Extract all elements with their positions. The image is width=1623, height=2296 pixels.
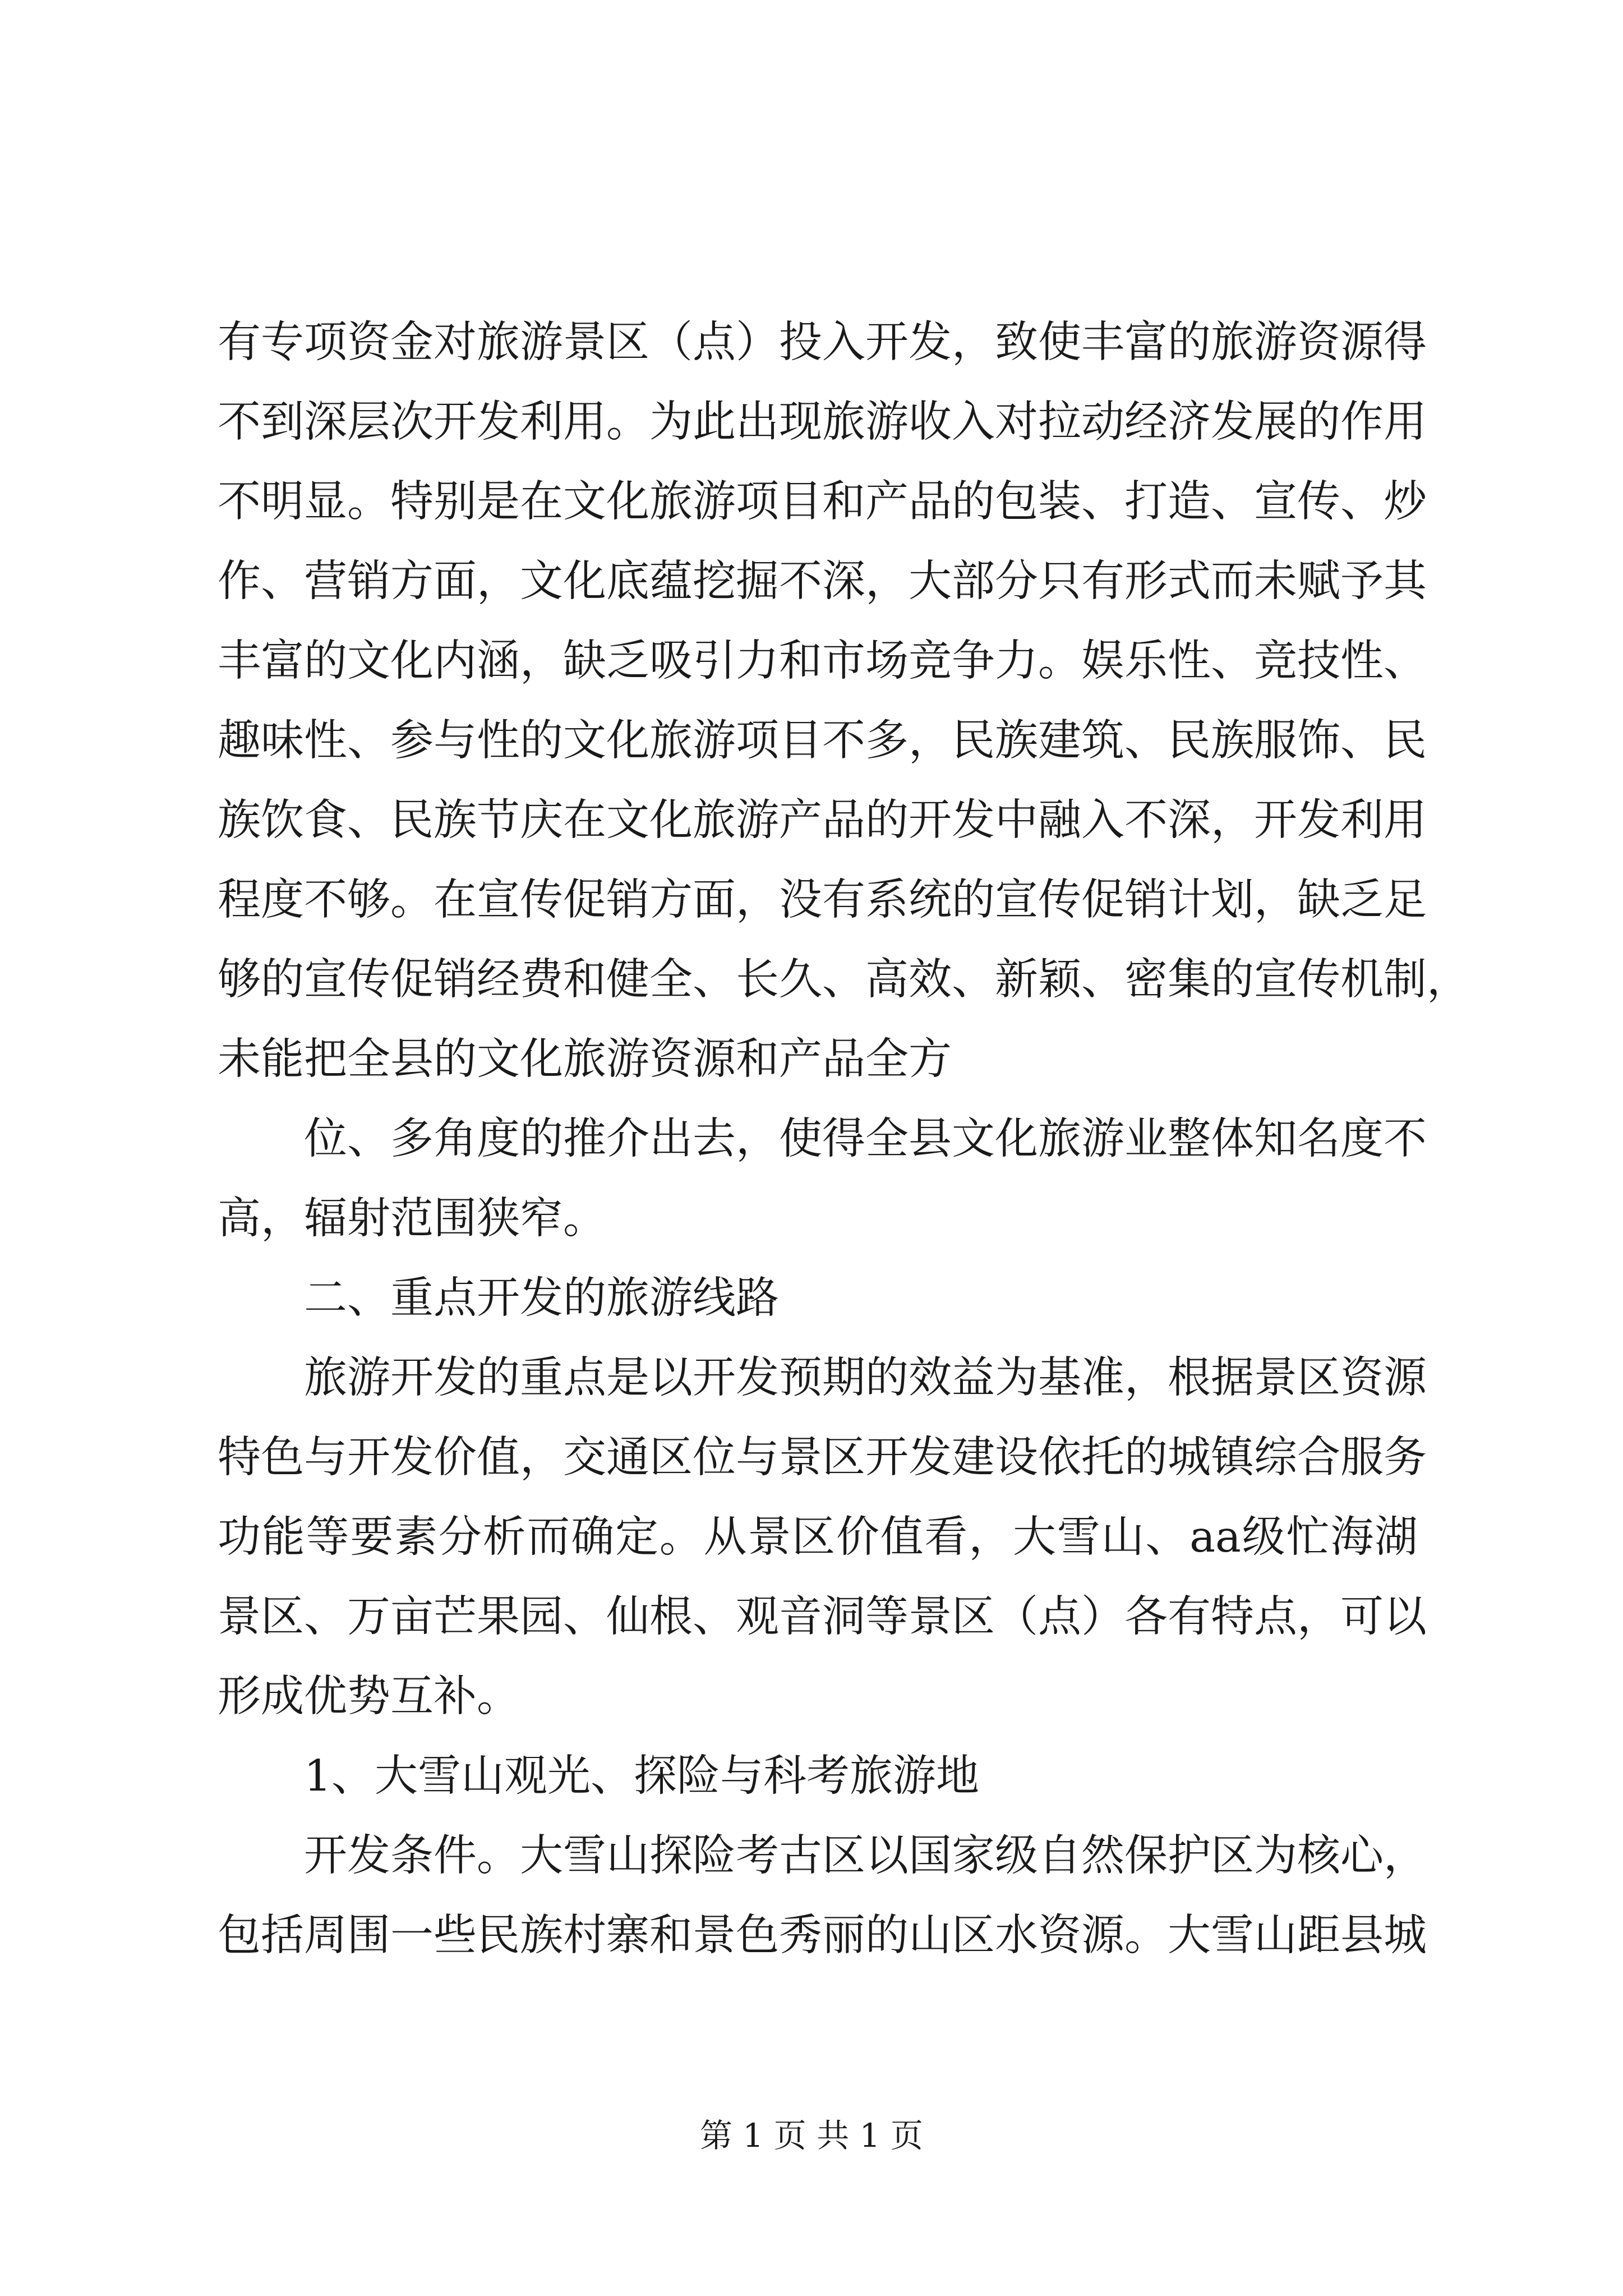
text-line: 程度不够。在宣传促销方面，没有系统的宣传促销计划，缺乏足 [218, 875, 1427, 925]
text-line: 功能等要素分析而确定。从景区价值看，大雪山、aa级忙海湖 [218, 1512, 1418, 1562]
text-line: 特色与开发价值，交通区位与景区开发建设依托的城镇综合服务 [218, 1433, 1427, 1483]
text-line: 高，辐射范围狭窄。 [218, 1194, 606, 1244]
text-line: 包括周围一些民族村寨和景色秀丽的山区水资源。大雪山距县城 [218, 1911, 1427, 1961]
text-line: 丰富的文化内涵，缺乏吸引力和市场竞争力。娱乐性、竞技性、 [218, 636, 1427, 686]
text-line: 趣味性、参与性的文化旅游项目不多，民族建筑、民族服饰、民 [218, 716, 1427, 766]
text-line: 不到深层次开发利用。为此出现旅游收入对拉动经济发展的作用 [218, 397, 1427, 447]
text-line: 形成优势互补。 [218, 1672, 520, 1722]
section-heading: 二、重点开发的旅游线路 [304, 1273, 779, 1323]
subsection-heading: 1、大雪山观光、探险与科考旅游地 [304, 1751, 979, 1801]
text-line: 作、营销方面，文化底蕴挖掘不深，大部分只有形式而未赋予其 [218, 556, 1427, 606]
text-line: 旅游开发的重点是以开发预期的效益为基准，根据景区资源 [304, 1353, 1427, 1403]
text-line: 够的宣传促销经费和健全、长久、高效、新颖、密集的宣传机制， [218, 955, 1470, 1005]
text-line: 开发条件。大雪山探险考古区以国家级自然保护区为核心， [304, 1831, 1427, 1881]
text-line: 未能把全县的文化旅游资源和产品全方 [218, 1034, 952, 1084]
text-line: 族饮食、民族节庆在文化旅游产品的开发中融入不深，开发利用 [218, 795, 1427, 845]
text-line: 不明显。特别是在文化旅游项目和产品的包装、打造、宣传、炒 [218, 477, 1427, 527]
document-body [218, 303, 1470, 1976]
page-footer: 第 1 页 共 1 页 [700, 2116, 923, 2155]
text-line: 位、多角度的推介出去，使得全县文化旅游业整体知名度不 [304, 1114, 1427, 1164]
text-line: 景区、万亩芒果园、仙根、观音洞等景区（点）各有特点，可以 [218, 1592, 1427, 1642]
text-line: 有专项资金对旅游景区（点）投入开发，致使丰富的旅游资源得 [218, 318, 1427, 367]
